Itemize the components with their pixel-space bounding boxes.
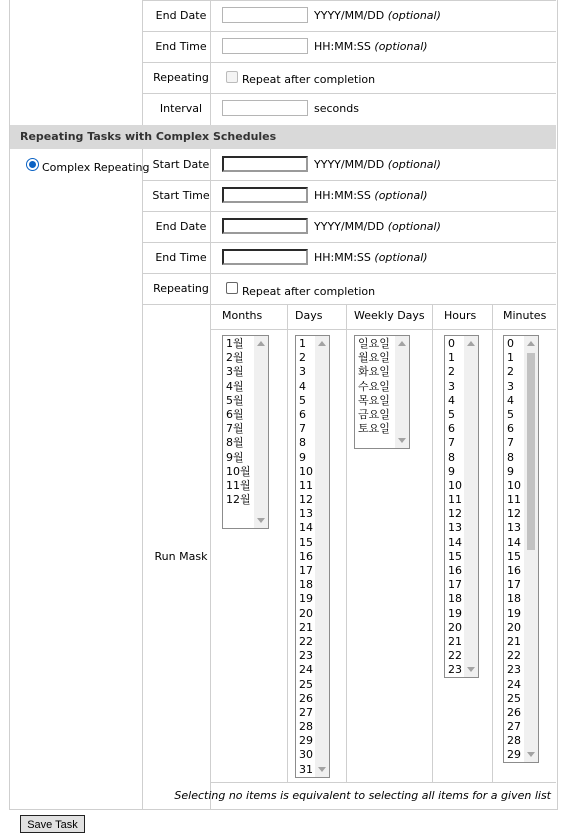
day-option[interactable]: 27 <box>299 705 313 719</box>
minute-option[interactable]: 8 <box>507 450 514 464</box>
minute-option[interactable]: 6 <box>507 422 514 436</box>
weekly-days-scrollbar[interactable] <box>395 336 409 448</box>
mask-column-divider <box>287 305 288 782</box>
month-option[interactable]: 8월 <box>226 436 244 450</box>
hour-option[interactable]: 8 <box>448 450 455 464</box>
minute-option[interactable]: 2 <box>507 365 514 379</box>
day-option[interactable]: 3 <box>299 365 306 379</box>
minute-option[interactable]: 22 <box>507 649 521 663</box>
minute-option[interactable]: 15 <box>507 549 521 563</box>
start-time-hint: HH:MM:SS (optional) <box>314 189 428 202</box>
day-option[interactable]: 7 <box>299 422 306 436</box>
run-mask-label: Run Mask <box>154 550 208 563</box>
minute-option[interactable]: 7 <box>507 436 514 450</box>
minute-option[interactable]: 14 <box>507 535 521 549</box>
days-header: Days <box>295 309 323 322</box>
minute-option[interactable]: 9 <box>507 464 514 478</box>
day-option[interactable]: 17 <box>299 564 313 577</box>
month-option[interactable]: 6월 <box>226 407 244 421</box>
complex-end-time-label: End Time <box>155 251 207 264</box>
scroll-up-icon[interactable] <box>398 341 406 346</box>
hour-option[interactable]: 19 <box>448 606 462 620</box>
hours-scrollbar[interactable] <box>464 336 478 677</box>
complex-repeat-after-completion-checkbox[interactable] <box>226 282 238 294</box>
minutes-header: Minutes <box>503 309 547 322</box>
end-time-label: End Time <box>155 40 207 53</box>
day-option[interactable]: 6 <box>299 407 306 421</box>
weekday-option[interactable]: 토요일 <box>358 422 390 436</box>
scroll-down-icon[interactable] <box>467 667 475 672</box>
start-time-label: Start Time <box>152 189 210 202</box>
row-divider <box>142 62 556 63</box>
day-option[interactable]: 12 <box>299 493 313 507</box>
hour-option[interactable]: 20 <box>448 620 462 634</box>
minute-option[interactable]: 17 <box>507 578 521 592</box>
hour-option[interactable]: 0 <box>448 337 455 350</box>
minute-option[interactable]: 16 <box>507 564 521 577</box>
weekday-option[interactable]: 월요일 <box>358 351 390 365</box>
day-option[interactable]: 9 <box>299 450 306 464</box>
row-divider <box>210 329 556 330</box>
interval-label: Interval <box>159 102 203 115</box>
month-option[interactable]: 4월 <box>226 379 244 393</box>
complex-end-time-hint: HH:MM:SS (optional) <box>314 251 428 264</box>
scroll-down-icon[interactable] <box>257 518 265 523</box>
day-option[interactable]: 30 <box>299 748 313 762</box>
minute-option[interactable]: 25 <box>507 691 521 705</box>
day-option[interactable]: 15 <box>299 535 313 549</box>
mask-column-divider <box>432 305 433 782</box>
day-option[interactable]: 19 <box>299 592 313 606</box>
day-option[interactable]: 8 <box>299 436 306 450</box>
hour-option[interactable]: 9 <box>448 464 455 478</box>
start-date-input[interactable] <box>222 156 308 172</box>
weekday-option[interactable]: 수요일 <box>358 379 390 393</box>
complex-repeating-label: Complex Repeating <box>42 161 150 174</box>
row-divider <box>210 782 556 783</box>
month-option[interactable]: 5월 <box>226 393 244 407</box>
hour-option[interactable]: 5 <box>448 407 455 421</box>
hour-option[interactable]: 4 <box>448 393 455 407</box>
day-option[interactable]: 26 <box>299 691 313 705</box>
complex-end-date-hint: YYYY/MM/DD (optional) <box>314 220 441 233</box>
scroll-up-icon[interactable] <box>467 341 475 346</box>
hour-option[interactable]: 21 <box>448 634 462 648</box>
minute-option[interactable]: 26 <box>507 705 521 719</box>
minute-option[interactable]: 24 <box>507 677 521 691</box>
minutes-listbox[interactable] <box>503 335 539 763</box>
end-date-hint: YYYY/MM/DD (optional) <box>314 9 441 22</box>
day-option[interactable]: 14 <box>299 521 313 535</box>
start-date-label: Start Date <box>152 158 210 171</box>
minutes-scrollbar[interactable] <box>524 336 538 762</box>
complex-end-date-label: End Date <box>155 220 207 233</box>
minute-option[interactable]: 13 <box>507 521 521 535</box>
weekday-option[interactable]: 일요일 <box>358 337 390 350</box>
day-option[interactable]: 29 <box>299 734 313 748</box>
end-date-input[interactable] <box>222 7 308 23</box>
months-scrollbar[interactable] <box>254 336 268 528</box>
day-option[interactable]: 1 <box>299 337 306 350</box>
month-option[interactable]: 3월 <box>226 365 244 379</box>
hours-listbox[interactable] <box>444 335 479 678</box>
complex-end-time-input[interactable] <box>222 249 308 265</box>
hour-option[interactable]: 3 <box>448 379 455 393</box>
day-option[interactable]: 10 <box>299 464 313 478</box>
weekday-option[interactable]: 화요일 <box>358 365 390 379</box>
repeat-after-completion-checkbox-disabled[interactable] <box>226 71 238 83</box>
days-scrollbar[interactable] <box>315 336 329 777</box>
minute-option[interactable]: 10 <box>507 478 521 492</box>
day-option[interactable]: 21 <box>299 620 313 634</box>
minute-option[interactable]: 27 <box>507 720 521 734</box>
repeat-after-completion-label: Repeat after completion <box>242 73 376 86</box>
hour-option[interactable]: 16 <box>448 564 462 577</box>
month-option[interactable]: 2월 <box>226 351 244 365</box>
column-divider <box>142 149 143 809</box>
row-divider <box>142 180 556 181</box>
minute-option[interactable]: 29 <box>507 748 521 762</box>
weekly-days-header: Weekly Days <box>354 309 425 322</box>
day-option[interactable]: 28 <box>299 720 313 734</box>
weekly-days-listbox[interactable] <box>354 335 410 449</box>
months-listbox[interactable] <box>222 335 269 529</box>
day-option[interactable]: 13 <box>299 507 313 521</box>
hours-header: Hours <box>444 309 477 322</box>
hour-option[interactable]: 22 <box>448 649 462 663</box>
minute-option[interactable]: 20 <box>507 620 521 634</box>
month-option[interactable]: 1월 <box>226 337 244 350</box>
repeating-label: Repeating <box>153 71 209 84</box>
minute-option[interactable]: 23 <box>507 663 521 677</box>
complex-end-date-input[interactable] <box>222 218 308 234</box>
minute-option[interactable]: 0 <box>507 337 514 350</box>
hour-option[interactable]: 6 <box>448 422 455 436</box>
complex-repeat-after-completion-label: Repeat after completion <box>242 285 376 298</box>
start-time-input[interactable] <box>222 187 308 203</box>
end-date-label: End Date <box>155 9 207 22</box>
months-header: Months <box>222 309 263 322</box>
weekday-option[interactable]: 금요일 <box>358 407 390 421</box>
scroll-thumb[interactable] <box>527 353 535 550</box>
mask-column-divider <box>346 305 347 782</box>
row-divider <box>142 304 556 305</box>
day-option[interactable]: 16 <box>299 549 313 563</box>
minute-option[interactable]: 19 <box>507 606 521 620</box>
hour-option[interactable]: 14 <box>448 535 462 549</box>
month-option[interactable]: 11월 <box>226 478 251 492</box>
hour-option[interactable]: 1 <box>448 351 455 365</box>
minute-option[interactable]: 3 <box>507 379 514 393</box>
minute-option[interactable]: 4 <box>507 393 514 407</box>
complex-repeating-radio[interactable] <box>26 158 39 171</box>
minute-option[interactable]: 18 <box>507 592 521 606</box>
row-divider <box>142 93 556 94</box>
day-option[interactable]: 31 <box>299 762 313 776</box>
day-option[interactable]: 5 <box>299 393 306 407</box>
row-divider <box>142 31 556 32</box>
minute-option[interactable]: 5 <box>507 407 514 421</box>
hour-option[interactable]: 2 <box>448 365 455 379</box>
complex-repeating-row-label: Repeating <box>153 282 209 295</box>
minute-option[interactable]: 1 <box>507 351 514 365</box>
section-title: Repeating Tasks with Complex Schedules <box>20 130 277 143</box>
day-option[interactable]: 18 <box>299 578 313 592</box>
scroll-up-icon[interactable] <box>318 341 326 346</box>
row-divider <box>142 0 556 1</box>
interval-input[interactable] <box>222 100 308 116</box>
weekday-option[interactable]: 목요일 <box>358 393 390 407</box>
day-option[interactable]: 2 <box>299 351 306 365</box>
hour-option[interactable]: 11 <box>448 493 462 507</box>
hour-option[interactable]: 17 <box>448 578 462 592</box>
hour-option[interactable]: 7 <box>448 436 455 450</box>
hour-option[interactable]: 12 <box>448 507 462 521</box>
scroll-down-icon[interactable] <box>318 767 326 772</box>
scroll-down-icon[interactable] <box>398 438 406 443</box>
column-divider <box>210 149 211 809</box>
minute-option[interactable]: 21 <box>507 634 521 648</box>
minute-option[interactable]: 28 <box>507 734 521 748</box>
day-option[interactable]: 25 <box>299 677 313 691</box>
minute-option[interactable]: 11 <box>507 493 521 507</box>
end-time-input[interactable] <box>222 38 308 54</box>
month-option[interactable]: 12월 <box>226 493 251 507</box>
row-divider <box>142 273 556 274</box>
day-option[interactable]: 4 <box>299 379 306 393</box>
mask-column-divider <box>492 305 493 782</box>
day-option[interactable]: 24 <box>299 663 313 677</box>
hour-option[interactable]: 18 <box>448 592 462 606</box>
month-option[interactable]: 9월 <box>226 450 244 464</box>
start-date-hint: YYYY/MM/DD (optional) <box>314 158 441 171</box>
days-listbox[interactable] <box>295 335 330 778</box>
scroll-up-icon[interactable] <box>527 341 535 346</box>
minute-option[interactable]: 12 <box>507 507 521 521</box>
scroll-down-icon[interactable] <box>527 752 535 757</box>
interval-unit: seconds <box>314 102 359 115</box>
hour-option[interactable]: 10 <box>448 478 462 492</box>
save-task-button[interactable]: Save Task <box>20 815 85 833</box>
day-option[interactable]: 23 <box>299 649 313 663</box>
hour-option[interactable]: 15 <box>448 549 462 563</box>
row-divider <box>142 211 556 212</box>
end-time-hint: HH:MM:SS (optional) <box>314 40 428 53</box>
section-header <box>10 125 556 149</box>
day-option[interactable]: 11 <box>299 478 313 492</box>
row-divider <box>142 242 556 243</box>
month-option[interactable]: 7월 <box>226 422 244 436</box>
day-option[interactable]: 22 <box>299 634 313 648</box>
hour-option[interactable]: 13 <box>448 521 462 535</box>
month-option[interactable]: 10월 <box>226 464 251 478</box>
scroll-up-icon[interactable] <box>257 341 265 346</box>
run-mask-note: Selecting no items is equivalent to selecting all items for a given list <box>174 789 551 802</box>
hour-option[interactable]: 23 <box>448 663 462 677</box>
day-option[interactable]: 20 <box>299 606 313 620</box>
